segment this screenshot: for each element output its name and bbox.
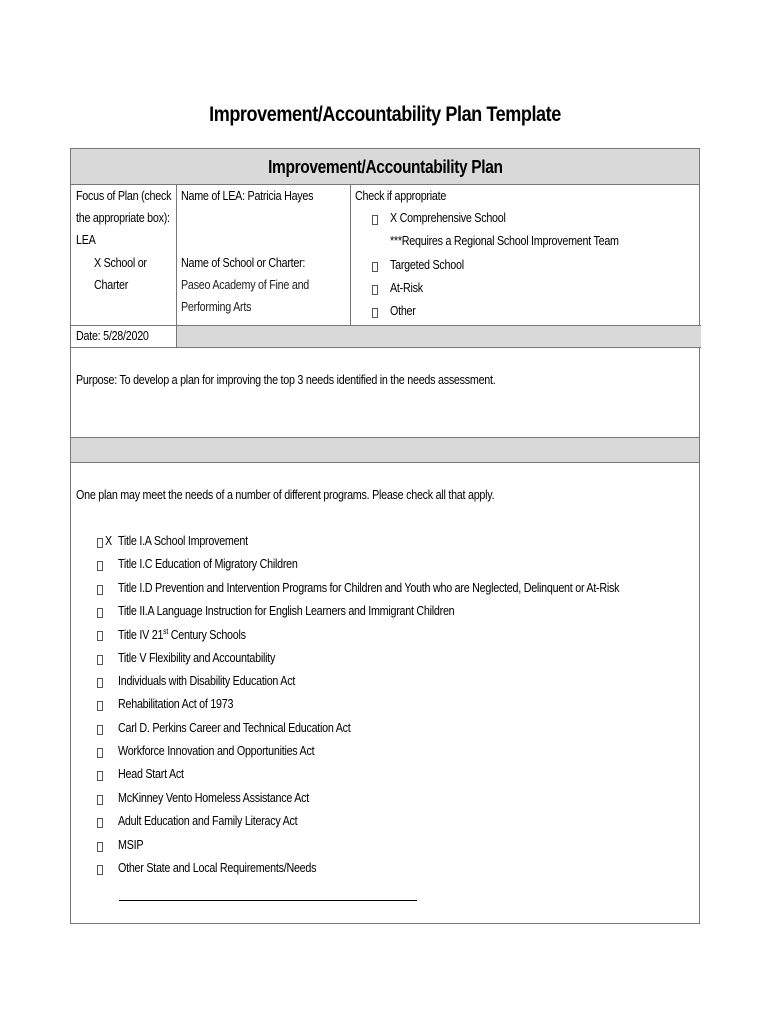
- divider: [350, 185, 351, 325]
- program-checkbox[interactable]: [97, 842, 103, 852]
- program-checkbox[interactable]: [97, 701, 103, 711]
- program-rehab: Rehabilitation Act of 1973: [118, 697, 234, 711]
- program-checkbox[interactable]: [97, 678, 103, 688]
- focus-label-line2: the appropriate box):: [76, 211, 170, 225]
- program-head-start: Head Start Act: [118, 767, 184, 781]
- program-checkbox[interactable]: [97, 631, 103, 641]
- program-msip: MSIP: [118, 838, 144, 852]
- program-adult-ed: Adult Education and Family Literacy Act: [118, 814, 298, 828]
- program-title-id: Title I.D Prevention and Intervention Programs for Children and Youth who are Neglected, Delinquent or At-Risk: [118, 581, 620, 595]
- divider: [71, 347, 701, 348]
- other-checkbox[interactable]: [372, 308, 378, 318]
- check-option-at-risk: At-Risk: [390, 281, 423, 295]
- program-checkbox[interactable]: [97, 748, 103, 758]
- program-title-ia: Title I.A School Improvement: [118, 534, 248, 548]
- school-name-value-line1: Paseo Academy of Fine and: [181, 278, 310, 292]
- program-checkbox[interactable]: [97, 538, 103, 548]
- check-option-comprehensive: X Comprehensive School: [390, 211, 506, 225]
- targeted-checkbox[interactable]: [372, 262, 378, 272]
- lea-name: Name of LEA: Patricia Hayes: [181, 189, 314, 203]
- date-row-shade: [177, 326, 701, 347]
- program-title-v: Title V Flexibility and Accountability: [118, 651, 276, 665]
- program-checkbox[interactable]: [97, 771, 103, 781]
- program-checkbox[interactable]: [97, 561, 103, 571]
- program-title-iv-sup: st: [163, 627, 169, 636]
- program-title-iv: [118, 627, 246, 642]
- program-checkbox[interactable]: [97, 608, 103, 618]
- check-heading: Check if appropriate: [355, 189, 447, 203]
- program-mckinney: McKinney Vento Homeless Assistance Act: [118, 791, 309, 805]
- check-option-note: ***Requires a Regional School Improvement Team: [390, 234, 619, 248]
- focus-lea: LEA: [76, 233, 96, 247]
- plan-table: [70, 148, 700, 924]
- school-name-label: Name of School or Charter:: [181, 256, 306, 270]
- program-title-iv-suffix: Century Schools: [168, 628, 246, 643]
- program-title-iv-prefix: Title IV 21: [118, 628, 164, 643]
- program-checkbox[interactable]: [97, 725, 103, 735]
- program-other: Other State and Local Requirements/Needs: [118, 861, 317, 875]
- table-header: [71, 149, 699, 185]
- program-perkins: Carl D. Perkins Career and Technical Education Act: [118, 721, 351, 735]
- program-wioa: Workforce Innovation and Opportunities Act: [118, 744, 315, 758]
- program-checkbox[interactable]: [97, 865, 103, 875]
- focus-school-line1[interactable]: X School or: [94, 256, 147, 270]
- separator-band: [71, 437, 699, 463]
- comprehensive-checkbox[interactable]: [372, 215, 378, 225]
- check-option-other: Other: [390, 304, 416, 318]
- purpose-text: Purpose: To develop a plan for improving the top 3 needs identified in the needs assessment.: [76, 373, 496, 387]
- program-title-ic: Title I.C Education of Migratory Children: [118, 557, 298, 571]
- programs-intro: One plan may meet the needs of a number of different programs. Please check all that apply.: [76, 488, 495, 502]
- table-header-text: Improvement/Accountability Plan: [267, 157, 503, 177]
- at-risk-checkbox[interactable]: [372, 285, 378, 295]
- focus-label-line1: Focus of Plan (check: [76, 189, 172, 203]
- school-name-value-line2: Performing Arts: [181, 300, 252, 314]
- program-checkbox[interactable]: [97, 655, 103, 665]
- program-checkbox[interactable]: [97, 795, 103, 805]
- divider: [176, 185, 177, 347]
- program-idea: Individuals with Disability Education Act: [118, 674, 296, 688]
- other-needs-blank-line[interactable]: [119, 900, 417, 901]
- focus-school-line2: Charter: [94, 278, 129, 292]
- program-checkbox[interactable]: [97, 585, 103, 595]
- check-option-targeted: Targeted School: [390, 258, 464, 272]
- document-title: Improvement/Accountability Plan Template: [209, 103, 561, 126]
- program-checkbox[interactable]: [97, 818, 103, 828]
- program-title-iia: Title II.A Language Instruction for English Learners and Immigrant Children: [118, 604, 455, 618]
- date-field: Date: 5/28/2020: [76, 329, 149, 343]
- program-mark: X: [105, 534, 112, 548]
